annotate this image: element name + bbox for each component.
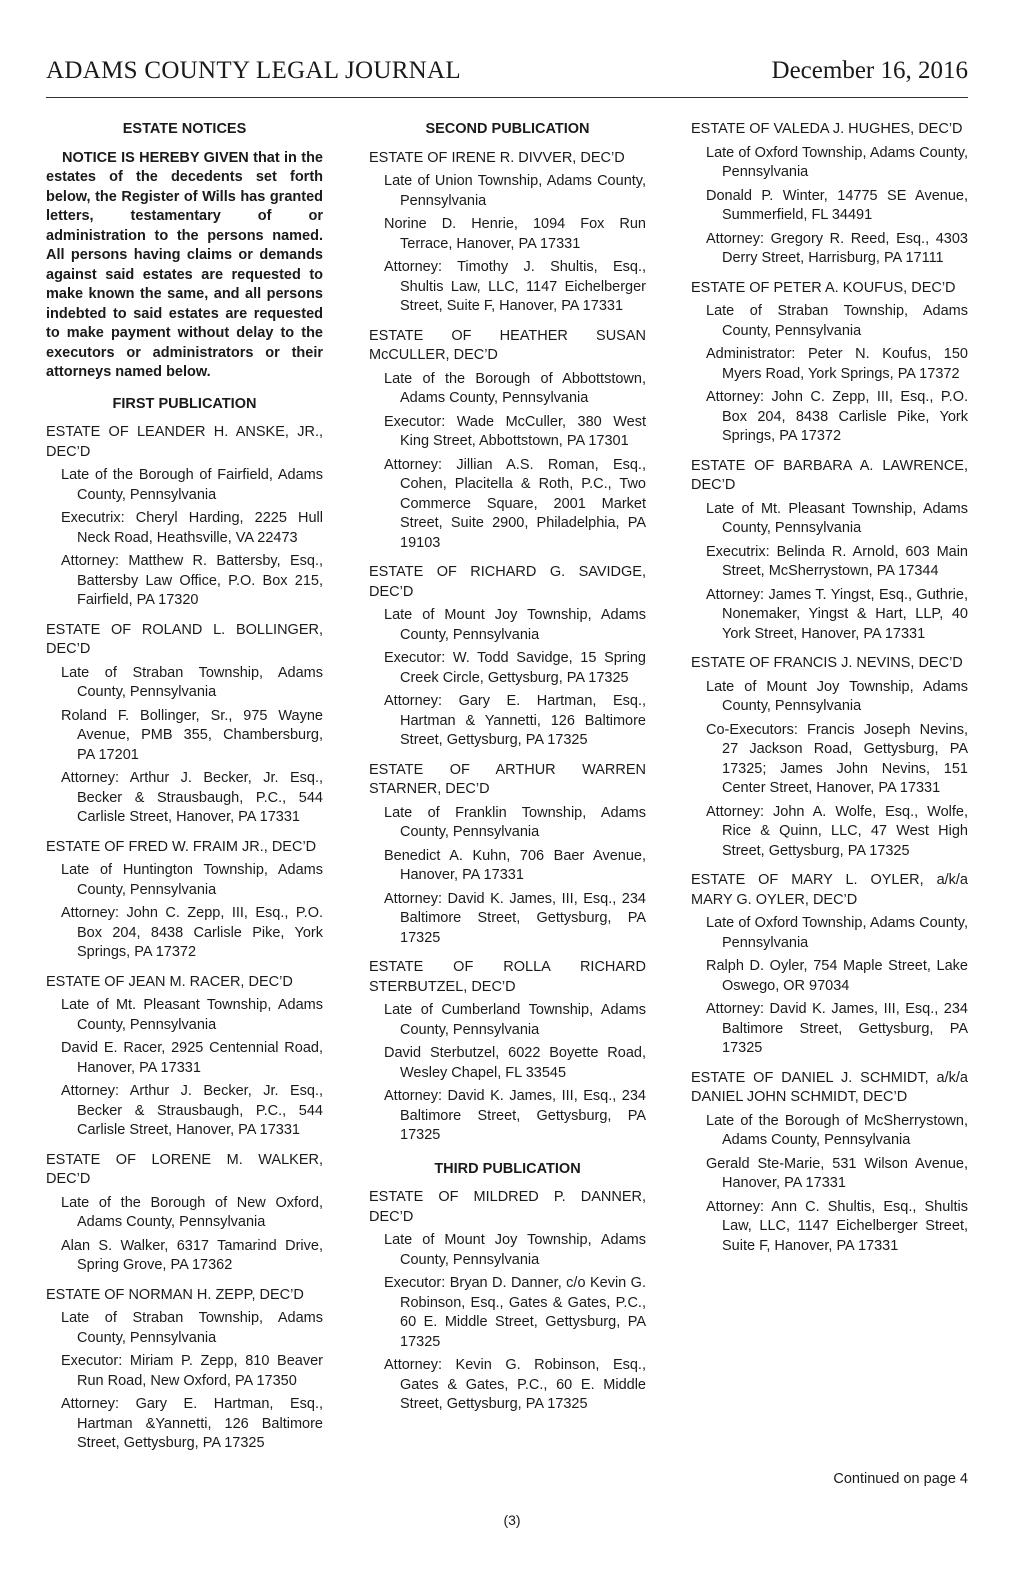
estate-entry [691,654,968,861]
journal-title: ADAMS COUNTY LEGAL JOURNAL [46,57,461,84]
estate-name: ESTATE OF ROLAND L. BOLLINGER, DEC’D [46,621,323,657]
estate-line: Executor: Miriam P. Zepp, 810 Beaver Run Road, New Oxford, PA 17350 [61,1353,323,1389]
estate-line: Donald P. Winter, 14775 SE Avenue, Summerfield, FL 34491 [706,187,968,223]
estate-line: Attorney: Timothy J. Shultis, Esq., Shultis Law, LLC, 1147 Eichelberger Street, Suite F, Hanover, PA 17331 [384,259,646,314]
estate-line: Late of Mt. Pleasant Township, Adams County, Pennsylvania [61,997,323,1033]
estate-line: Attorney: David K. James, III, Esq., 234 Baltimore Street, Gettysburg, PA 17325 [384,890,646,946]
estate-name: ESTATE OF JEAN M. RACER, DEC’D [46,973,293,990]
estate-entry [46,621,323,828]
estate-line: Late of the Borough of Abbottstown, Adams County, Pennsylvania [384,370,646,406]
notice-intro: NOTICE IS HEREBY GIVEN that in the estates of the decedents set forth below, the Register of Wills has granted letters, testamentary of or administration to the persons named. All persons having claims or demands against said estates are requested to make known the same, and all persons indebted to said estates are requested to make payment without delay to the executors or administrators or their attorneys named below. [46,149,323,380]
estate-line: Late of Straban Township, Adams County, Pennsylvania [61,664,323,700]
estate-entry [691,279,968,447]
estate-entry [46,1151,323,1276]
estate-line: Late of Mount Joy Township, Adams County, Pennsylvania [384,607,646,643]
estate-entry [691,120,968,269]
estate-entry [369,149,646,317]
estate-name: ESTATE OF PETER A. KOUFUS, DEC’D [691,279,956,296]
estate-entry [369,761,646,949]
estate-line: David E. Racer, 2925 Centennial Road, Hanover, PA 17331 [61,1040,323,1076]
estate-name: ESTATE OF IRENE R. DIVVER, DEC’D [369,149,625,166]
estate-line: Attorney: James T. Yingst, Esq., Guthrie, Nonemaker, Yingst & Hart, LLP, 40 York Street, Hanover, PA 17331 [706,586,968,642]
estate-name: ESTATE OF DANIEL J. SCHMIDT, a/k/a DANIEL JOHN SCHMIDT, DEC’D [691,1069,968,1105]
estate-line: Roland F. Bollinger, Sr., 975 Wayne Avenue, PMB 355, Chambersburg, PA 17201 [61,707,323,763]
estate-line: Attorney: David K. James, III, Esq., 234 Baltimore Street, Gettysburg, PA 17325 [706,1001,968,1056]
estate-name: ESTATE OF ROLLA RICHARD STERBUTZEL, DEC’D [369,959,646,995]
estate-line: Late of Union Township, Adams County, Pennsylvania [384,173,646,209]
estate-name: ESTATE OF FRANCIS J. NEVINS, DEC’D [691,655,963,671]
estate-line: Late of the Borough of Fairfield, Adams County, Pennsylvania [61,467,323,503]
column-1 [46,120,323,1464]
section-heading: SECOND PUBLICATION [425,121,590,137]
estate-line: Executor: Wade McCuller, 380 West King Street, Abbottstown, PA 17301 [384,413,646,449]
estate-line: Attorney: Gary E. Hartman, Esq., Hartman & Yannetti, 126 Baltimore Street, Gettysburg, PA 17325 [384,693,646,748]
page-number: (3) [503,1512,521,1528]
section-heading: THIRD PUBLICATION [434,1160,581,1177]
estate-entry [369,1188,646,1415]
estate-name: ESTATE OF MILDRED P. DANNER, DEC’D [369,1189,646,1225]
estate-name: ESTATE OF LEANDER H. ANSKE, JR., DEC’D [46,424,323,460]
estate-entry [369,327,646,554]
estate-line: Late of Huntington Township, Adams County, Pennsylvania [61,862,323,898]
estate-line: Attorney: Arthur J. Becker, Jr. Esq., Becker & Strausbaugh, P.C., 544 Carlisle Street, Hanover, PA 17331 [61,1083,323,1138]
estate-line: Ralph D. Oyler, 754 Maple Street, Lake Oswego, OR 97034 [706,958,968,994]
estate-line: Late of Mt. Pleasant Township, Adams County, Pennsylvania [706,500,968,536]
continued-note: Continued on page 4 [833,1471,968,1487]
estate-name: ESTATE OF HEATHER SUSAN McCULLER, DEC’D [369,327,646,363]
estate-line: Attorney: Ann C. Shultis, Esq., Shultis Law, LLC, 1147 Eichelberger Street, Suite F, Hanover, PA 17331 [706,1198,968,1254]
estate-line: Late of Cumberland Township, Adams County, Pennsylvania [384,1002,646,1038]
estate-line: Attorney: Matthew R. Battersby, Esq., Battersby Law Office, P.O. Box 215, Fairfield, PA 17320 [61,553,323,608]
estate-line: Gerald Ste-Marie, 531 Wilson Avenue, Hanover, PA 17331 [706,1155,968,1191]
estate-entry [46,423,323,611]
notices-heading: ESTATE NOTICES [122,121,247,137]
estate-name: ESTATE OF BARBARA A. LAWRENCE, DEC’D [691,457,968,493]
estate-line: Alan S. Walker, 6317 Tamarind Drive, Spring Grove, PA 17362 [61,1237,323,1273]
estate-line: Late of Mount Joy Township, Adams County, Pennsylvania [706,678,968,714]
estate-line: Attorney: Jillian A.S. Roman, Esq., Cohen, Placitella & Roth, P.C., Two Commerce Square, 2001 Market Street, Suite 2900, Philadelphia, PA 19103 [384,456,646,551]
estate-line: Late of Straban Township, Adams County, Pennsylvania [61,1310,323,1346]
estate-name: ESTATE OF ARTHUR WARREN STARNER, DEC’D [369,761,646,797]
estate-name: ESTATE OF VALEDA J. HUGHES, DEC’D [691,121,963,137]
estate-line: Late of Mount Joy Township, Adams County, Pennsylvania [384,1232,646,1268]
estate-line: Late of Oxford Township, Adams County, Pennsylvania [706,915,968,951]
estate-line: Late of the Borough of McSherrystown, Adams County, Pennsylvania [706,1112,968,1148]
estate-name: ESTATE OF LORENE M. WALKER, DEC’D [46,1151,323,1187]
estate-entry [46,838,323,963]
estate-entry [46,973,323,1141]
estate-line: Executor: Bryan D. Danner, c/o Kevin G. Robinson, Esq., Gates & Gates, P.C., 60 E. Middle Street, Gettysburg, PA 17325 [384,1275,646,1350]
column-3 [691,120,968,1266]
estate-line: Late of Oxford Township, Adams County, Pennsylvania [706,144,968,180]
estate-entry [691,1069,968,1257]
column-2 [369,120,646,1425]
section-heading: FIRST PUBLICATION [112,395,257,412]
estate-line: Late of Franklin Township, Adams County, Pennsylvania [384,804,646,840]
estate-name: ESTATE OF MARY L. OYLER, a/k/a MARY G. OYLER, DEC’D [691,872,968,908]
estate-line: Co-Executors: Francis Joseph Nevins, 27 Jackson Road, Gettysburg, PA 17325; James John Nevins, 151 Center Street, Hanover, PA 17331 [706,721,968,796]
estate-entry [46,1286,323,1454]
estate-line: Administrator: Peter N. Koufus, 150 Myers Road, York Springs, PA 17372 [706,346,968,382]
estate-line: Attorney: Gary E. Hartman, Esq., Hartman &Yannetti, 126 Baltimore Street, Gettysburg, PA 17325 [61,1396,323,1451]
estate-line: Benedict A. Kuhn, 706 Baer Avenue, Hanover, PA 17331 [384,847,646,883]
estate-line: David Sterbutzel, 6022 Boyette Road, Wesley Chapel, FL 33545 [384,1045,646,1081]
estate-line: Attorney: John C. Zepp, III, Esq., P.O. Box 204, 8438 Carlisle Pike, York Springs, PA 17372 [61,905,323,960]
estate-entry [691,871,968,1059]
estate-line: Attorney: John A. Wolfe, Esq., Wolfe, Rice & Quinn, LLC, 47 West High Street, Gettysburg, PA 17325 [706,803,968,859]
estate-line: Late of the Borough of New Oxford, Adams County, Pennsylvania [61,1194,323,1230]
estate-line: Attorney: Gregory R. Reed, Esq., 4303 Derry Street, Harrisburg, PA 17111 [706,230,968,266]
estate-name: ESTATE OF NORMAN H. ZEPP, DEC’D [46,1286,304,1303]
estate-entry [369,563,646,751]
estate-line: Attorney: John C. Zepp, III, Esq., P.O. Box 204, 8438 Carlisle Pike, York Springs, PA 17372 [706,389,968,444]
estate-line: Executor: W. Todd Savidge, 15 Spring Creek Circle, Gettysburg, PA 17325 [384,650,646,686]
estate-line: Late of Straban Township, Adams County, Pennsylvania [706,303,968,339]
estate-name: ESTATE OF FRED W. FRAIM JR., DEC’D [46,838,317,855]
page-header [46,55,968,98]
issue-date: December 16, 2016 [771,57,968,84]
estate-line: Attorney: Kevin G. Robinson, Esq., Gates & Gates, P.C., 60 E. Middle Street, Gettysburg, PA 17325 [384,1357,646,1412]
estate-line: Executrix: Belinda R. Arnold, 603 Main Street, McSherrystown, PA 17344 [706,543,968,579]
estate-name: ESTATE OF RICHARD G. SAVIDGE, DEC’D [369,564,646,600]
estate-line: Executrix: Cheryl Harding, 2225 Hull Neck Road, Heathsville, VA 22473 [61,510,323,546]
estate-entry [691,457,968,645]
estate-line: Attorney: David K. James, III, Esq., 234 Baltimore Street, Gettysburg, PA 17325 [384,1088,646,1143]
estate-line: Norine D. Henrie, 1094 Fox Run Terrace, Hanover, PA 17331 [384,216,646,252]
estate-line: Attorney: Arthur J. Becker, Jr. Esq., Becker & Strausbaugh, P.C., 544 Carlisle Street, Hanover, PA 17331 [61,770,323,825]
estate-entry [369,958,646,1146]
